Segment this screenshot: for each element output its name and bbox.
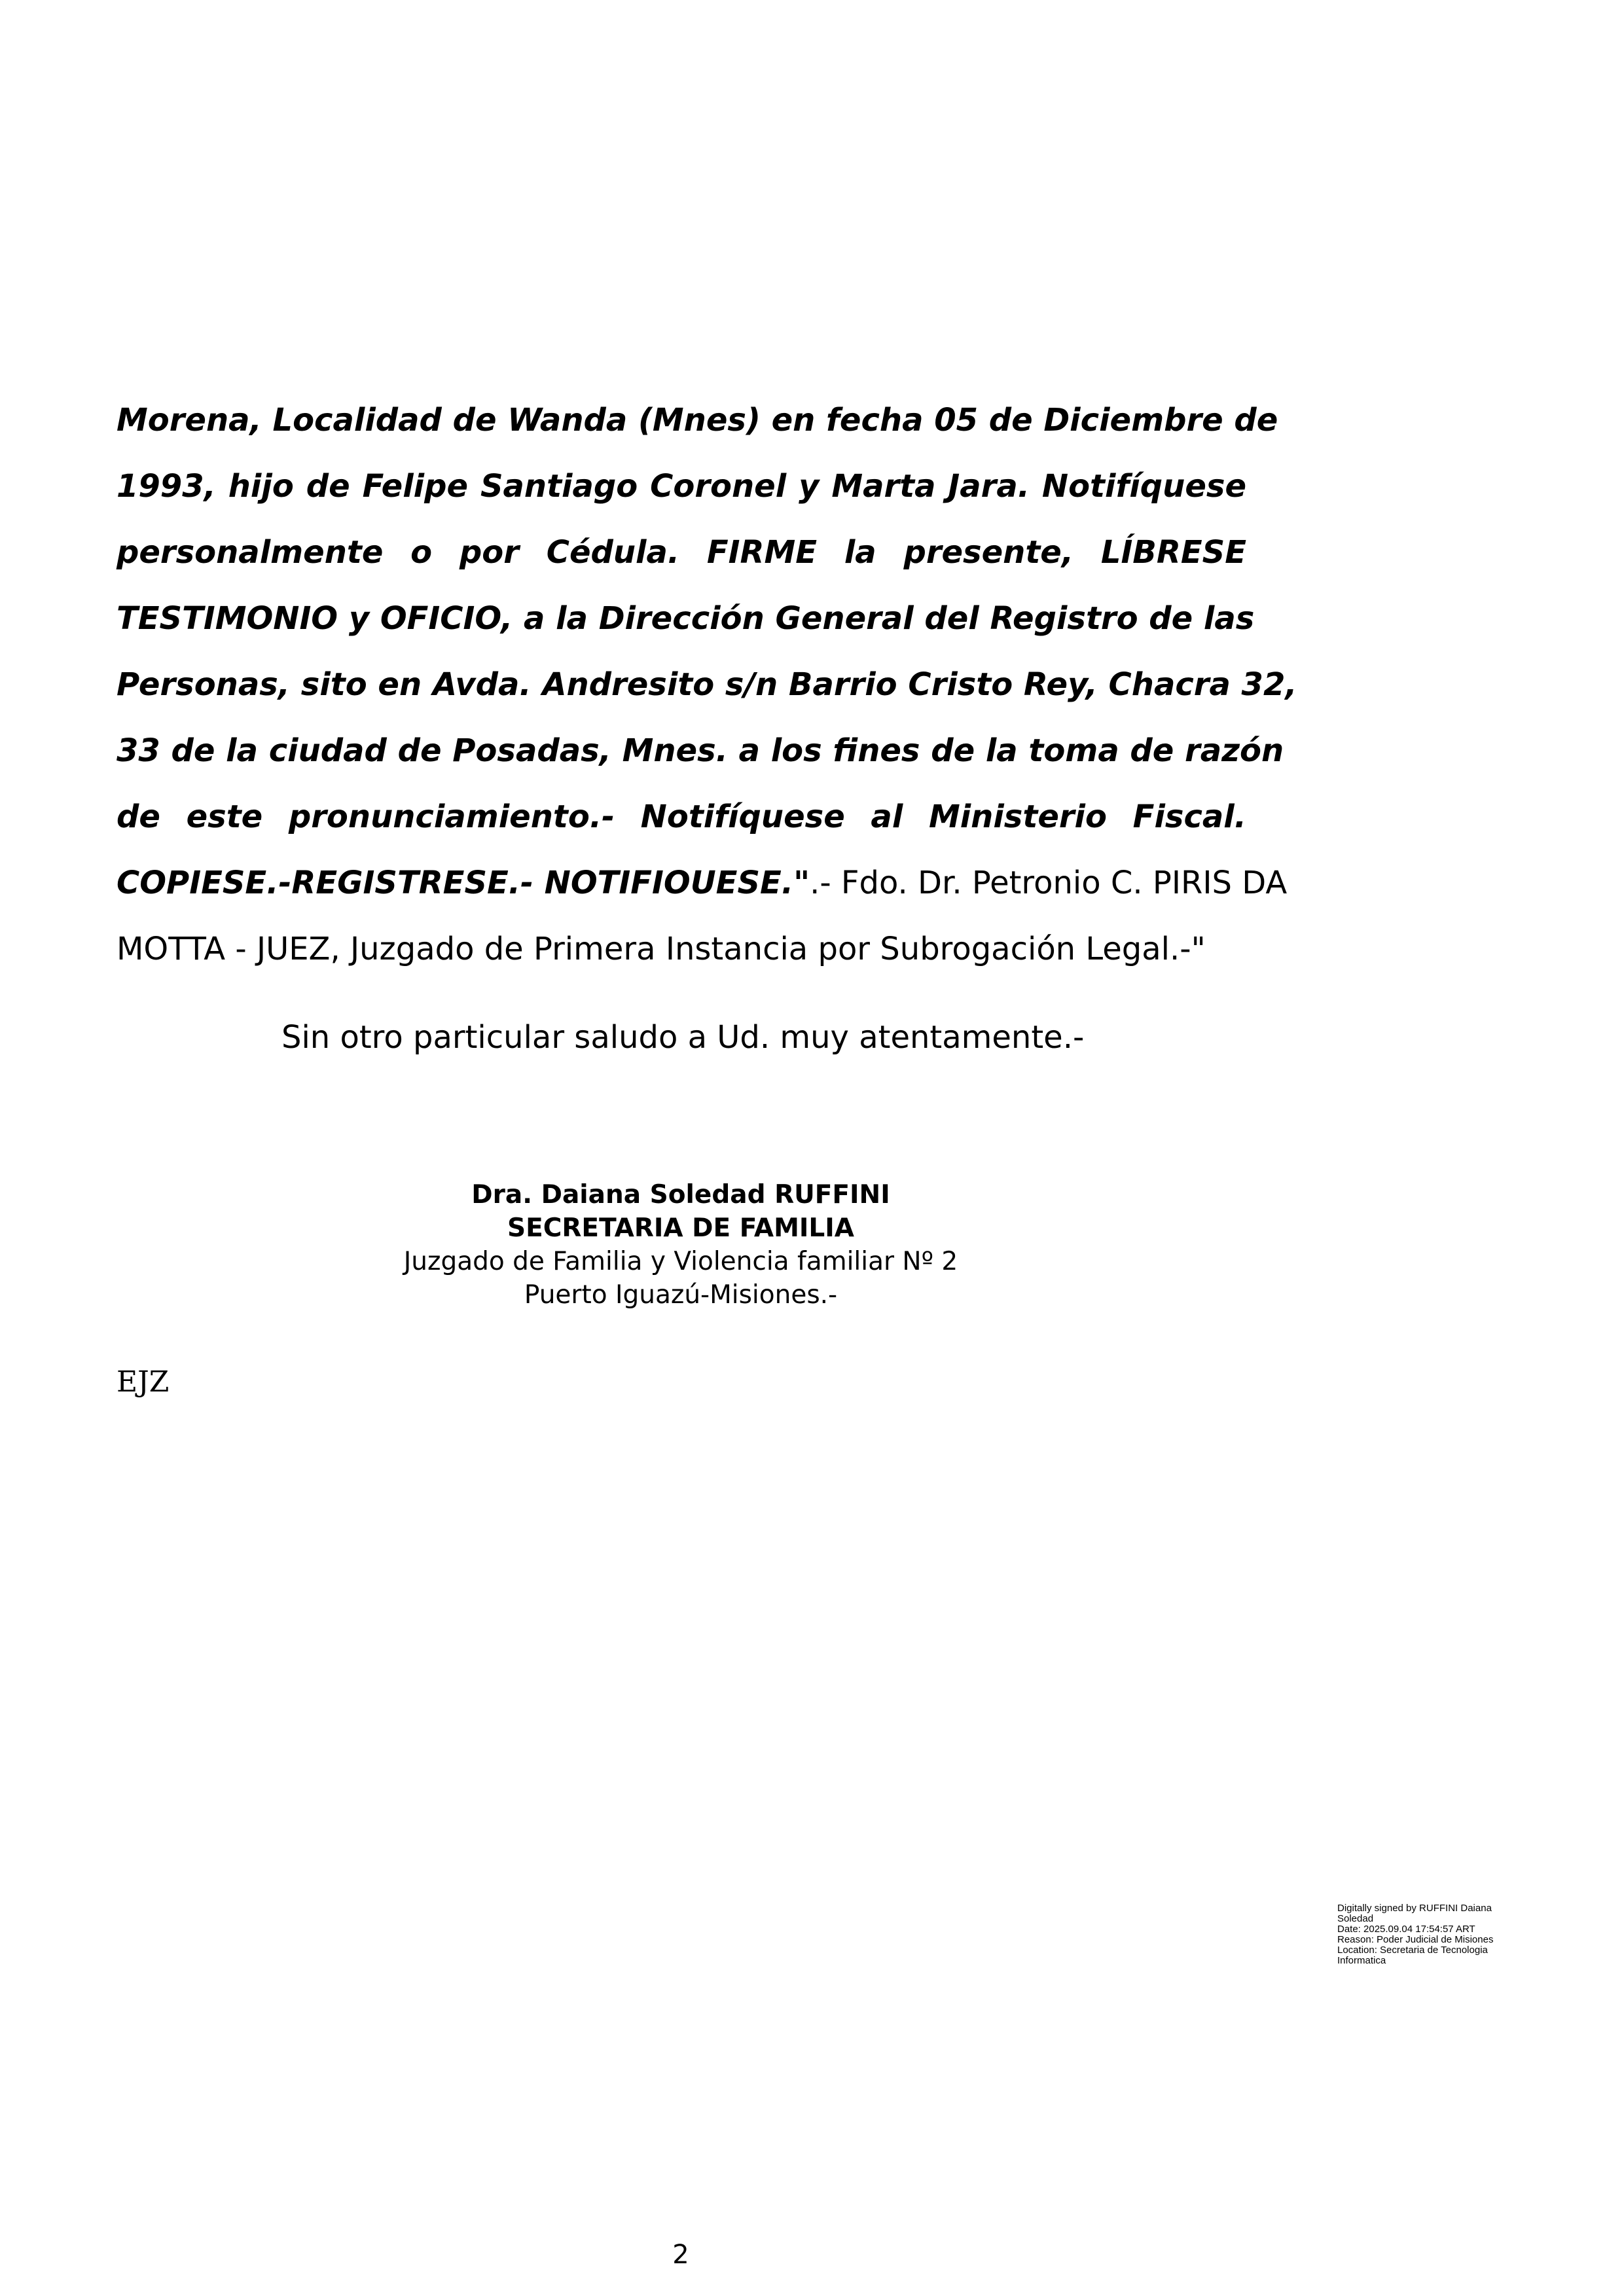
digital-signature-line: Digitally signed by RUFFINI Daiana [1337, 1903, 1492, 1914]
closing-quote: " [793, 865, 810, 901]
order-keywords: COPIESE.-REGISTRESE.- NOTIFIOUESE. [117, 865, 794, 901]
page-number: 2 [672, 2240, 689, 2270]
resolution-text [117, 387, 1297, 982]
digital-signature-stamp [1337, 1903, 1534, 1966]
paragraph-line: TESTIMONIO y OFICIO, a la Dirección General del Registro de las [117, 600, 1255, 637]
judge-line: MOTTA - JUEZ, Juzgado de Primera Instancia por Subrogación Legal.-" [117, 931, 1206, 967]
paragraph-line: Personas, sito en Avda. Andresito s/n Barrio Cristo Rey, Chacra 32, [117, 666, 1297, 703]
signer-title: SECRETARIA DE FAMILIA [507, 1213, 854, 1243]
closing-greeting: Sin otro particular saludo a Ud. muy atentamente.- [281, 1019, 1085, 1056]
digital-signature-line: Reason: Poder Judicial de Misiones [1337, 1934, 1494, 1945]
digital-signature-line: Soledad [1337, 1913, 1374, 1924]
paragraph-line-signed-by [117, 850, 1288, 916]
digital-signature-line: Date: 2025.09.04 17:54:57 ART [1337, 1924, 1475, 1935]
signer-name: Dra. Daiana Soledad RUFFINI [471, 1180, 890, 1210]
paragraph-line: de este pronunciamiento.- Notifíquese al Ministerio Fiscal. [117, 798, 1246, 835]
paragraph-line: personalmente o por Cédula. FIRME la presente, LÍBRESE [117, 534, 1246, 571]
signature-block [393, 1178, 969, 1312]
signed-by-text: .- Fdo. Dr. Petronio C. PIRIS DA [810, 865, 1288, 901]
typist-initials: EJZ [117, 1365, 170, 1399]
digital-signature-line: Location: Secretaria de Tecnologia [1337, 1945, 1488, 1956]
signer-court: Juzgado de Familia y Violencia familiar Nº 2 [403, 1247, 958, 1276]
signer-location: Puerto Iguazú-Misiones.- [524, 1280, 838, 1310]
digital-signature-line: Informatica [1337, 1955, 1386, 1966]
paragraph-line: Morena, Localidad de Wanda (Mnes) en fecha 05 de Diciembre de [117, 402, 1278, 439]
paragraph-line: 33 de la ciudad de Posadas, Mnes. a los fines de la toma de razón [117, 732, 1284, 769]
paragraph-line: 1993, hijo de Felipe Santiago Coronel y Marta Jara. Notifíquese [117, 468, 1246, 505]
